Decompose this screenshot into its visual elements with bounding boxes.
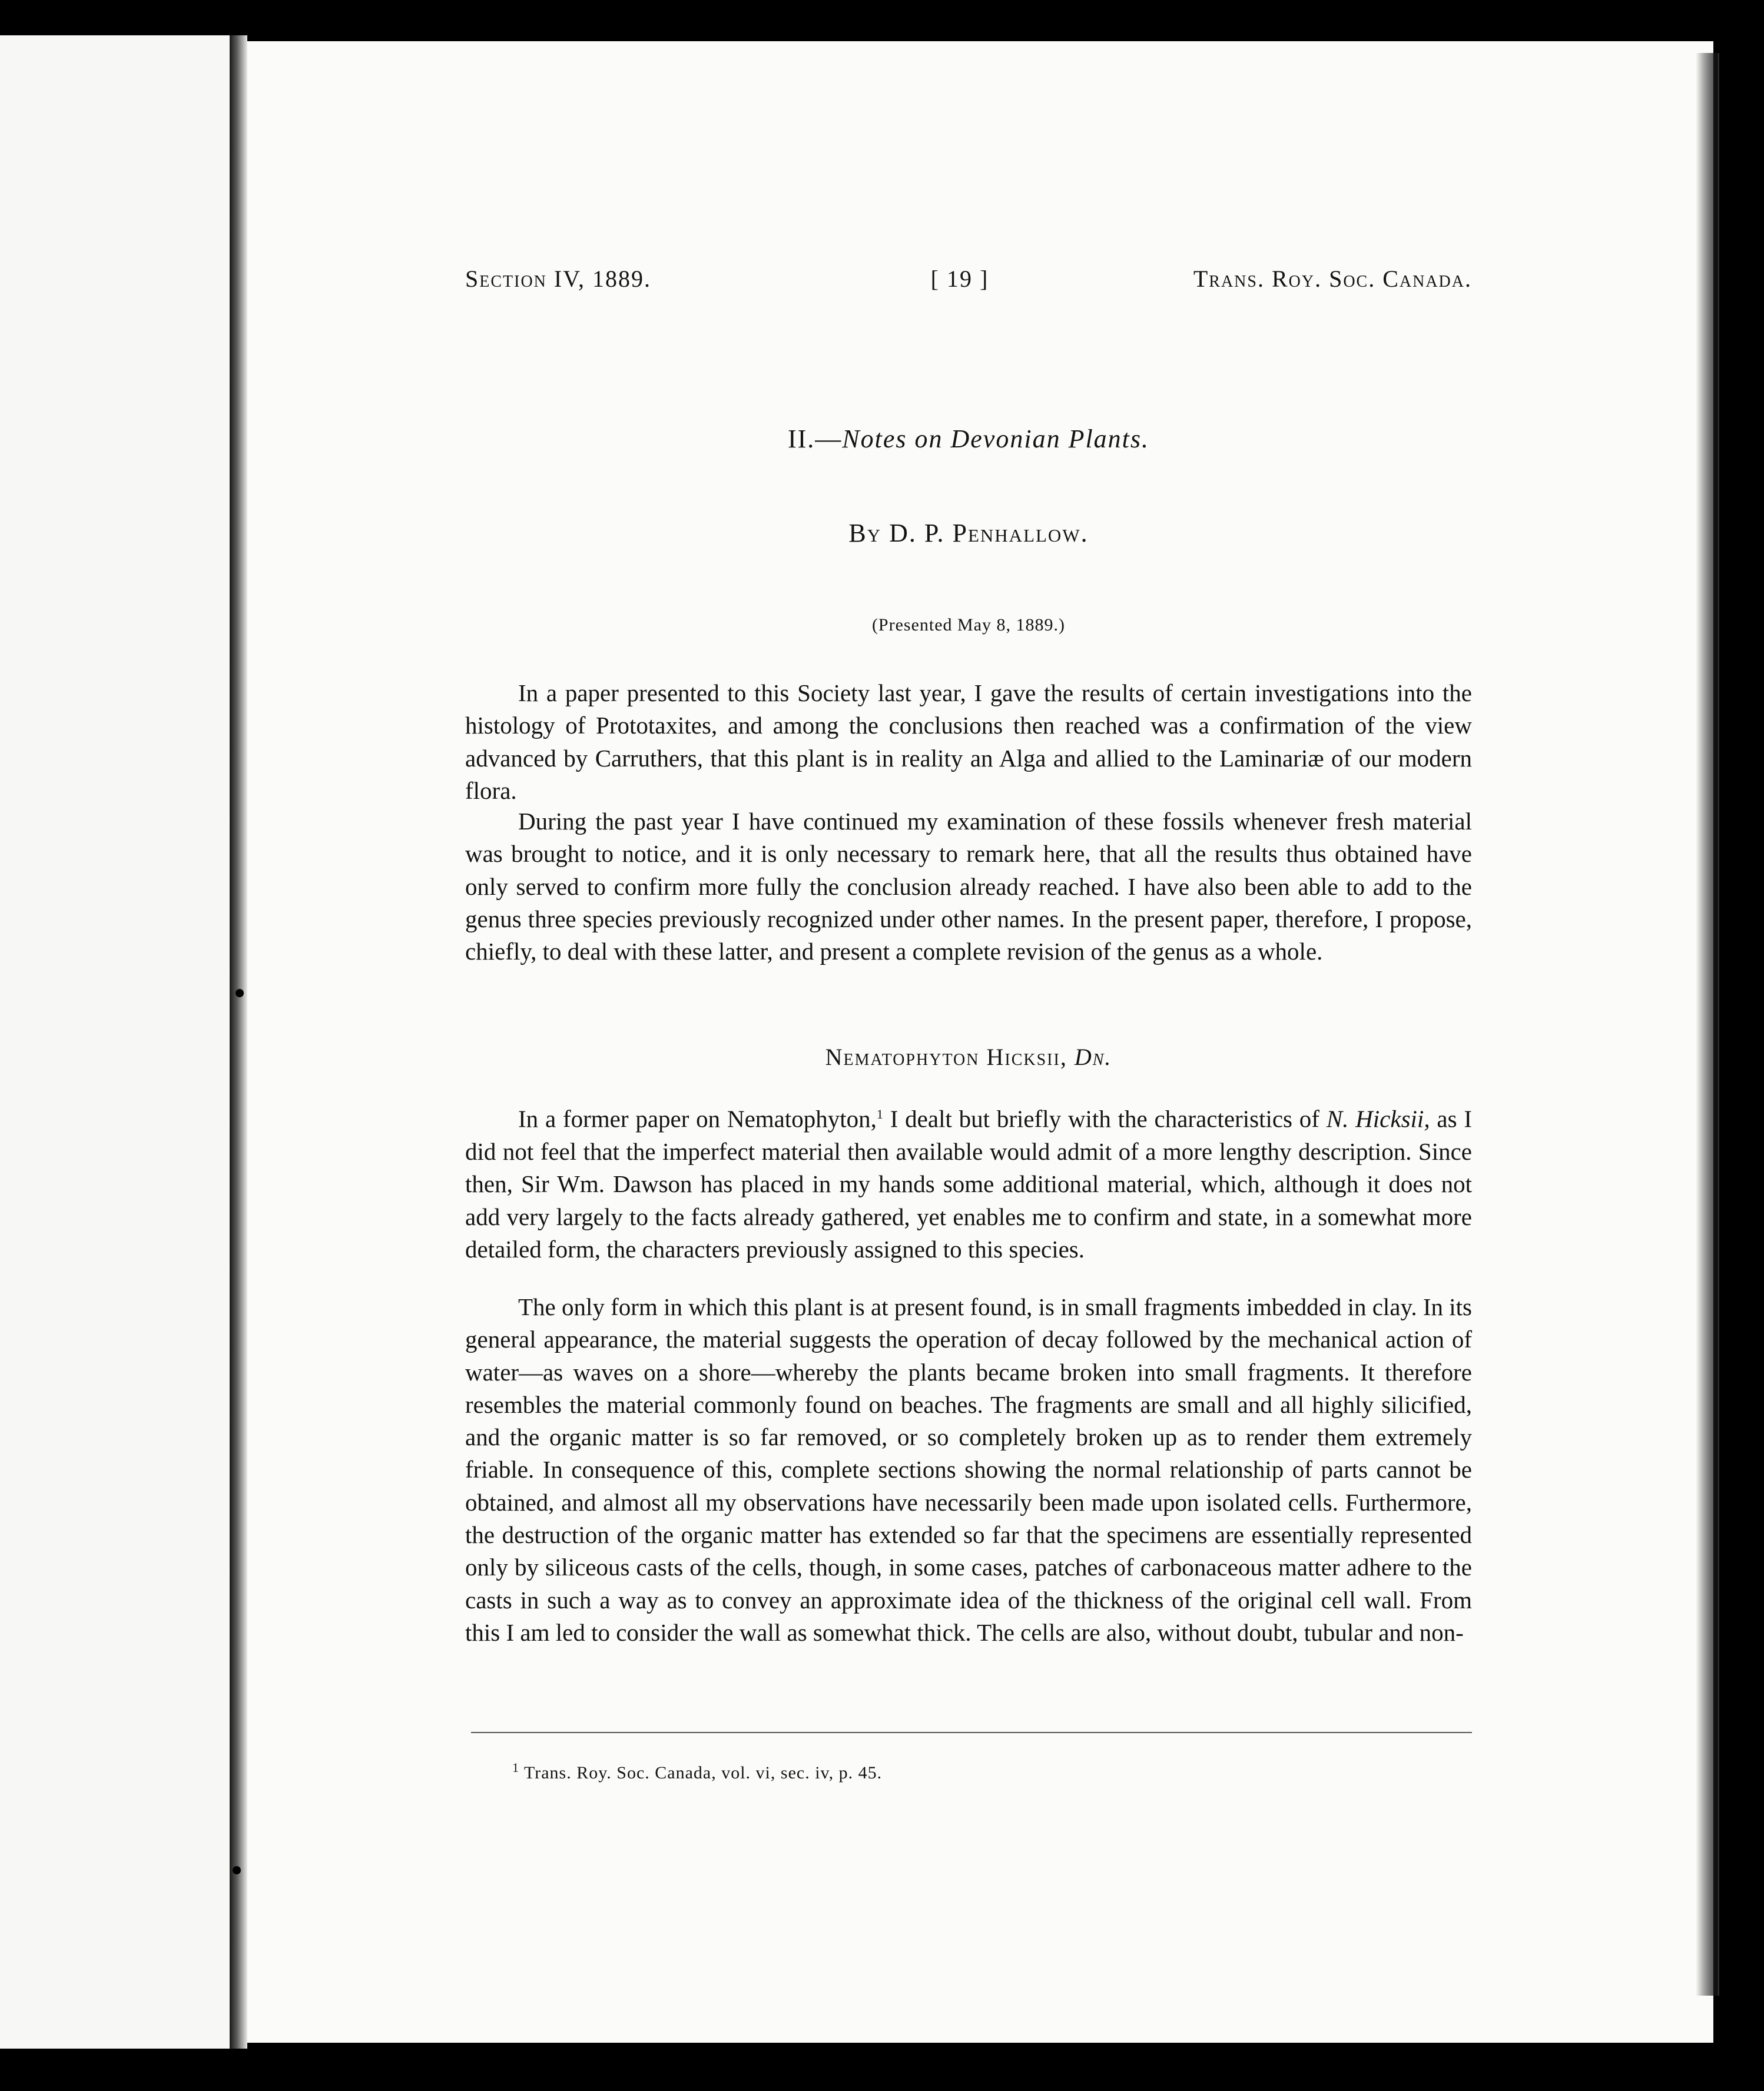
paragraph-past-year: During the past year I have continued my examination of these fossils whenever fresh material was brought to notice, and it is only necessary to remark here, that all the results thus obtained have only served to confirm more fully the conclusion already reached. I have also been able to add to the genus three species previously recognized under other names. In the present paper, therefore, I propose, chiefly, to deal with these latter, and present a complete revision of the genus as a whole.: [465, 808, 1472, 965]
paragraph-former-paper: [465, 1098, 1472, 1266]
section-heading: [465, 1043, 1472, 1071]
species-name: N. Hicksii,: [1326, 1105, 1430, 1133]
p3-rest: as I did not feel that the imperfect material then available would admit of a more lengthy description. Since then, Sir Wm. Dawson has placed in my hands some additional material, which, although it does not add very largely to the facts already gathered, yet enables me to confirm and state, in a somewhat more detailed form, the characters previously assigned to this species.: [465, 1105, 1472, 1263]
document-page: [247, 41, 1713, 2043]
scan-speck: [1080, 0, 1085, 11]
paragraph-only-form: The only form in which this plant is at present found, is in small fragments imbedded in clay. In its general appearance, the material suggests the operation of decay followed by the mechanical action of water—as waves on a shore—whereby the plants became broken into small fragments. It therefore resembles the material commonly found on beaches. The fragments are small and all highly silicified, and the organic matter is so far removed, or so completely broken up as to render them extremely friable. In consequence of this, complete sections showing the normal relationship of parts cannot be obtained, and almost all my observations have necessarily been made upon isolated cells. Furthermore, the destruction of the organic matter has extended so far that the specimens are essentially represented only by siliceous casts of the cells, though, in some cases, patches of carbonaceous matter adhere to the casts in such a way as to convey an approximate idea of the thickness of the original cell wall. From this I am led to consider the wall as somewhat thick. The cells are also, without doubt, tubular and non-: [465, 1293, 1472, 1646]
scan-speck: [236, 989, 244, 997]
article-title: [465, 424, 1472, 454]
p3-before-ref: In a former paper on Nematophyton,: [518, 1105, 877, 1133]
footnote-text: Trans. Roy. Soc. Canada, vol. vi, sec. iv, p. 45.: [519, 1763, 883, 1783]
header-section: Section IV, 1889.: [465, 265, 651, 292]
footnote: [512, 1760, 1454, 1783]
footnote-rule: [471, 1732, 1472, 1733]
header-journal: Trans. Roy. Soc. Canada.: [1193, 265, 1472, 292]
presented-date: (Presented May 8, 1889.): [871, 615, 1066, 635]
author-line: By D. P. Penhallow.: [848, 519, 1089, 547]
page-edge: [1713, 53, 1718, 1996]
title-prefix: II.—: [787, 424, 843, 453]
header-page-number: [ 19 ]: [930, 265, 989, 292]
footnote-mark: 1: [512, 1760, 519, 1775]
section-name: Nematophyton Hicksii,: [825, 1044, 1067, 1070]
paragraph-intro: In a paper presented to this Society last year, I gave the results of certain investigations into the histology of Prototaxites, and among the conclusions then reached was a confirmation of the view advanced by Carruthers, that this plant is in reality an Alga and allied to the Laminariæ of our modern flora.: [465, 679, 1472, 804]
facing-page: [0, 35, 230, 2049]
scan-speck: [868, 0, 874, 13]
footnote-ref: 1: [876, 1107, 883, 1121]
scan-speck: [233, 1866, 241, 1874]
section-author: Dn.: [1074, 1044, 1112, 1070]
title-text: Notes on Devonian Plants.: [842, 424, 1150, 453]
running-header: [465, 265, 1472, 300]
p3-after-ref: I dealt but briefly with the characteristics of: [883, 1105, 1319, 1133]
book-gutter: [230, 35, 247, 2049]
